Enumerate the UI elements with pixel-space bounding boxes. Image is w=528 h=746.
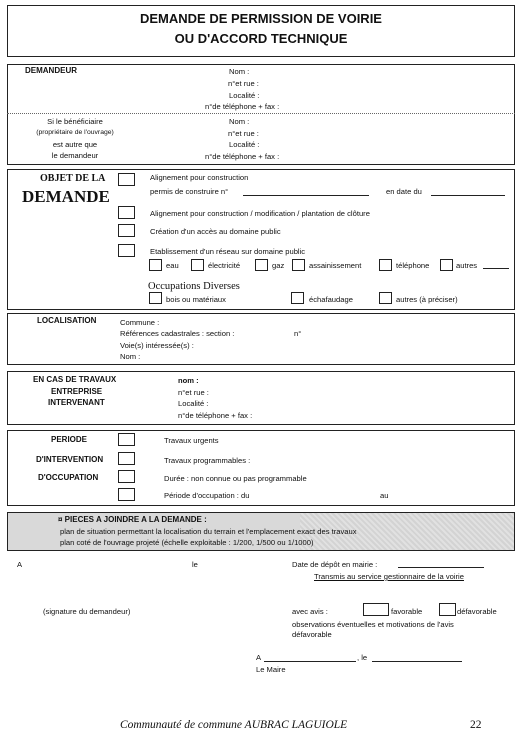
observations-line1: observations éventuelles et motivations de l'avis (292, 620, 454, 629)
form-title-line1: DEMANDE DE PERMISSION DE VOIRIE (140, 11, 382, 26)
signature-label: (signature du demandeur) (43, 607, 131, 616)
beneficiaire-label-4: le demandeur (51, 151, 99, 160)
pieces-plan-situation: plan de situation permettant la localisation du terrain et l'emplacement exact des travaux (60, 527, 357, 536)
periode-label-2: D'INTERVENTION (36, 455, 104, 464)
permis-date-label: en date du (386, 187, 422, 196)
opt-alignement-construction: Alignement pour construction (150, 173, 249, 182)
beneficiaire-tel[interactable]: n°de téléphone + fax : (205, 152, 280, 161)
periode-label-1: PERIODE (51, 435, 88, 444)
opt-alignement-cloture: Alignement pour construction / modification / plantation de clôture (150, 209, 370, 218)
permis-number-field[interactable] (243, 195, 369, 196)
demandeur-label: DEMANDEUR (25, 66, 77, 75)
maire-le: , le (357, 653, 368, 662)
beneficiaire-label-1: Si le bénéficiaire (47, 117, 103, 126)
entreprise-rue[interactable]: n°et rue : (178, 388, 209, 397)
date-depot-field[interactable] (398, 567, 484, 568)
checkbox-acces[interactable] (118, 224, 135, 237)
beneficiaire-label-3: est autre que (52, 140, 98, 149)
transmis-label: Transmis au service gestionnaire de la voirie (314, 572, 464, 581)
travaux-label-1: EN CAS DE TRAVAUX (33, 375, 117, 384)
checkbox-defavorable[interactable] (439, 603, 456, 616)
localisation-label: LOCALISATION (37, 316, 97, 325)
beneficiaire-label-2: (propriétaire de l'ouvrage) (36, 129, 114, 136)
opt-reseau: Etablissement d'un réseau sur domaine public (150, 247, 306, 256)
travaux-label-3: INTERVENANT (48, 398, 105, 407)
demandeur-localite[interactable]: Localité : (229, 91, 260, 100)
demandeur-divider (7, 113, 515, 114)
periode-programmables: Travaux programmables : (164, 456, 251, 465)
checkbox-bois[interactable] (149, 292, 162, 304)
pieces-title: ¤ PIECES A JOINDRE A LA DEMANDE : (58, 515, 207, 524)
form-title-line2: OU D'ACCORD TECHNIQUE (174, 31, 348, 46)
objet-label-2: DEMANDE (22, 187, 110, 206)
checkbox-reseau[interactable] (118, 244, 135, 257)
beneficiaire-localite[interactable]: Localité : (229, 140, 260, 149)
localisation-numero[interactable]: n° (294, 329, 302, 338)
reseau-telephone: téléphone (396, 261, 430, 270)
periode-duree: Durée : non connue ou pas programmable (164, 474, 307, 483)
occupations-title: Occupations Diverses (148, 281, 240, 292)
periode-occupation: Période d'occupation : du (164, 491, 250, 500)
entreprise-nom[interactable]: nom : (178, 376, 199, 385)
checkbox-autres-occupation[interactable] (379, 292, 392, 304)
avis-label: avec avis : (292, 607, 328, 616)
checkbox-assainissement[interactable] (292, 259, 305, 271)
permis-label: permis de construire n° (150, 187, 229, 196)
demandeur-section (7, 64, 515, 165)
occupation-bois: bois ou matériaux (166, 295, 226, 304)
localisation-references[interactable]: Références cadastrales : section : (120, 329, 235, 338)
checkbox-periode-occupation[interactable] (118, 488, 135, 501)
checkbox-eau[interactable] (149, 259, 162, 271)
checkbox-echafaudage[interactable] (291, 292, 304, 304)
periode-urgents: Travaux urgents (164, 436, 219, 445)
opt-acces: Création d'un accès au domaine public (150, 227, 281, 236)
reseau-autres-field[interactable] (483, 268, 509, 269)
footer-lieu-a: A (17, 560, 23, 569)
footer-le: le (192, 560, 198, 569)
maire-lieu-a: A (256, 653, 262, 662)
checkbox-telephone[interactable] (379, 259, 392, 271)
reseau-gaz: gaz (272, 261, 285, 270)
checkbox-electricite[interactable] (191, 259, 204, 271)
date-depot-label: Date de dépôt en mairie : (292, 560, 378, 569)
checkbox-autres-reseau[interactable] (440, 259, 453, 271)
demandeur-tel[interactable]: n°de téléphone + fax : (205, 102, 280, 111)
reseau-assainissement: assainissement (309, 261, 362, 270)
reseau-electricite: électricité (208, 261, 241, 270)
entreprise-localite[interactable]: Localité : (178, 399, 209, 408)
avis-defavorable: défavorable (457, 607, 497, 616)
checkbox-travaux-programmables[interactable] (118, 452, 135, 465)
occupation-autres: autres (à préciser) (396, 295, 458, 304)
reseau-autres: autres (456, 261, 478, 270)
checkbox-travaux-urgents[interactable] (118, 433, 135, 446)
communaute-footer: Communauté de commune AUBRAC LAGUIOLE (120, 719, 348, 731)
travaux-label-2: ENTREPRISE (51, 387, 103, 396)
localisation-voies[interactable]: Voie(s) intéressée(s) : (120, 341, 194, 350)
periode-label-3: D'OCCUPATION (38, 473, 99, 482)
localisation-nom[interactable]: Nom : (120, 352, 141, 361)
occupation-echafaudage: échafaudage (309, 295, 353, 304)
periode-au: au (380, 491, 389, 500)
avis-favorable: favorable (391, 607, 423, 616)
demandeur-nom[interactable]: Nom : (229, 67, 250, 76)
beneficiaire-rue[interactable]: n°et rue : (228, 129, 259, 138)
checkbox-duree-non-connue[interactable] (118, 470, 135, 483)
checkbox-gaz[interactable] (255, 259, 268, 271)
demandeur-rue[interactable]: n°et rue : (228, 79, 259, 88)
beneficiaire-nom[interactable]: Nom : (229, 117, 250, 126)
checkbox-alignement-construction[interactable] (118, 173, 135, 186)
pieces-plan-cote: plan coté de l'ouvrage projeté (échelle exploitable : 1/200, 1/500 ou 1/1000) (60, 538, 314, 547)
maire-date-field[interactable] (372, 661, 462, 662)
maire-label: Le Maire (256, 665, 286, 674)
checkbox-alignement-cloture[interactable] (118, 206, 135, 219)
permis-date-field[interactable] (431, 195, 505, 196)
reseau-eau: eau (166, 261, 179, 270)
localisation-commune[interactable]: Commune : (120, 318, 160, 327)
objet-label-1: OBJET DE LA (40, 173, 106, 184)
page-number: 22 (470, 719, 482, 731)
checkbox-favorable[interactable] (363, 603, 389, 616)
maire-lieu-field[interactable] (264, 661, 356, 662)
observations-line2: défavorable (292, 630, 332, 639)
entreprise-tel[interactable]: n°de téléphone + fax : (178, 411, 253, 420)
